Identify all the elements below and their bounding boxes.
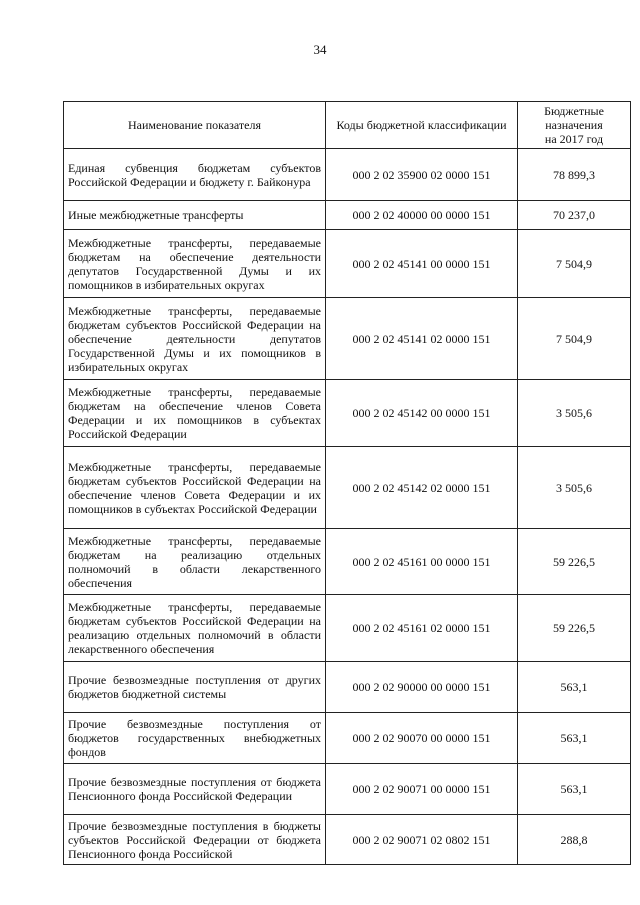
table-row	[64, 713, 631, 764]
table-row	[64, 201, 631, 230]
row-budget-amount: 563,1	[518, 662, 631, 713]
row-budget-amount: 78 899,3	[518, 149, 631, 201]
row-classification-code: 000 2 02 45142 00 0000 151	[326, 380, 518, 447]
row-classification-code: 000 2 02 45161 00 0000 151	[326, 529, 518, 595]
table-row	[64, 662, 631, 713]
row-budget-amount: 7 504,9	[518, 298, 631, 380]
row-classification-code: 000 2 02 90000 00 0000 151	[326, 662, 518, 713]
row-indicator-name: Межбюджетные трансферты, передаваемые бюджетам субъектов Российской Федерации на обеспечение деятельности депутатов Государственной Думы и их помощников в избирательных округах	[64, 298, 326, 380]
row-classification-code: 000 2 02 90071 02 0802 151	[326, 815, 518, 865]
table-row	[64, 815, 631, 865]
row-indicator-name: Межбюджетные трансферты, передаваемые бюджетам субъектов Российской Федерации на обеспечение членов Совета Федерации и их помощников в субъектах Российской Федерации	[64, 447, 326, 529]
table-row	[64, 380, 631, 447]
table-row	[64, 149, 631, 201]
row-classification-code: 000 2 02 90071 00 0000 151	[326, 764, 518, 815]
row-indicator-name: Прочие безвозмездные поступления в бюджеты субъектов Российской Федерации от бюджета Пенсионного фонда Российской	[64, 815, 326, 865]
row-budget-amount: 563,1	[518, 713, 631, 764]
row-budget-amount: 7 504,9	[518, 230, 631, 298]
table-row	[64, 764, 631, 815]
row-indicator-name: Единая субвенция бюджетам субъектов Российской Федерации и бюджету г. Байконура	[64, 149, 326, 201]
row-indicator-name: Межбюджетные трансферты, передаваемые бюджетам на реализацию отдельных полномочий в области лекарственного обеспечения	[64, 529, 326, 595]
row-indicator-name: Иные межбюджетные трансферты	[64, 201, 326, 230]
row-classification-code: 000 2 02 90070 00 0000 151	[326, 713, 518, 764]
row-classification-code: 000 2 02 45161 02 0000 151	[326, 595, 518, 662]
row-budget-amount: 563,1	[518, 764, 631, 815]
table-row	[64, 529, 631, 595]
row-indicator-name: Межбюджетные трансферты, передаваемые бюджетам на обеспечение членов Совета Федерации и их помощников в субъектах Российской Федерации	[64, 380, 326, 447]
header-amount-line-3: на 2017 год	[544, 132, 604, 146]
row-budget-amount: 3 505,6	[518, 447, 631, 529]
row-classification-code: 000 2 02 45141 02 0000 151	[326, 298, 518, 380]
row-budget-amount: 70 237,0	[518, 201, 631, 230]
row-classification-code: 000 2 02 45142 02 0000 151	[326, 447, 518, 529]
row-indicator-name: Прочие безвозмездные поступления от бюджетов государственных внебюджетных фондов	[64, 713, 326, 764]
table-row	[64, 298, 631, 380]
header-amount-line-1: Бюджетные	[544, 104, 604, 118]
row-indicator-name: Прочие безвозмездные поступления от других бюджетов бюджетной системы	[64, 662, 326, 713]
table-row	[64, 230, 631, 298]
row-indicator-name: Межбюджетные трансферты, передаваемые бюджетам на обеспечение деятельности депутатов Государственной Думы и их помощников в избирательных округах	[64, 230, 326, 298]
row-budget-amount: 59 226,5	[518, 529, 631, 595]
row-classification-code: 000 2 02 35900 02 0000 151	[326, 149, 518, 201]
page-number: 34	[313, 42, 327, 57]
row-classification-code: 000 2 02 40000 00 0000 151	[326, 201, 518, 230]
header-classification-code: Коды бюджетной классификации	[326, 102, 518, 149]
header-indicator-name: Наименование показателя	[64, 102, 326, 149]
budget-table	[63, 101, 631, 865]
row-indicator-name: Межбюджетные трансферты, передаваемые бюджетам субъектов Российской Федерации на реализацию отдельных полномочий в области лекарственного обеспечения	[64, 595, 326, 662]
header-amount-line-2: назначения	[545, 118, 603, 132]
row-budget-amount: 3 505,6	[518, 380, 631, 447]
row-indicator-name: Прочие безвозмездные поступления от бюджета Пенсионного фонда Российской Федерации	[64, 764, 326, 815]
table-row	[64, 595, 631, 662]
row-classification-code: 000 2 02 45141 00 0000 151	[326, 230, 518, 298]
row-budget-amount: 288,8	[518, 815, 631, 865]
table-header-row	[64, 102, 631, 149]
row-budget-amount: 59 226,5	[518, 595, 631, 662]
header-budget-amount	[518, 102, 631, 149]
table-row	[64, 447, 631, 529]
